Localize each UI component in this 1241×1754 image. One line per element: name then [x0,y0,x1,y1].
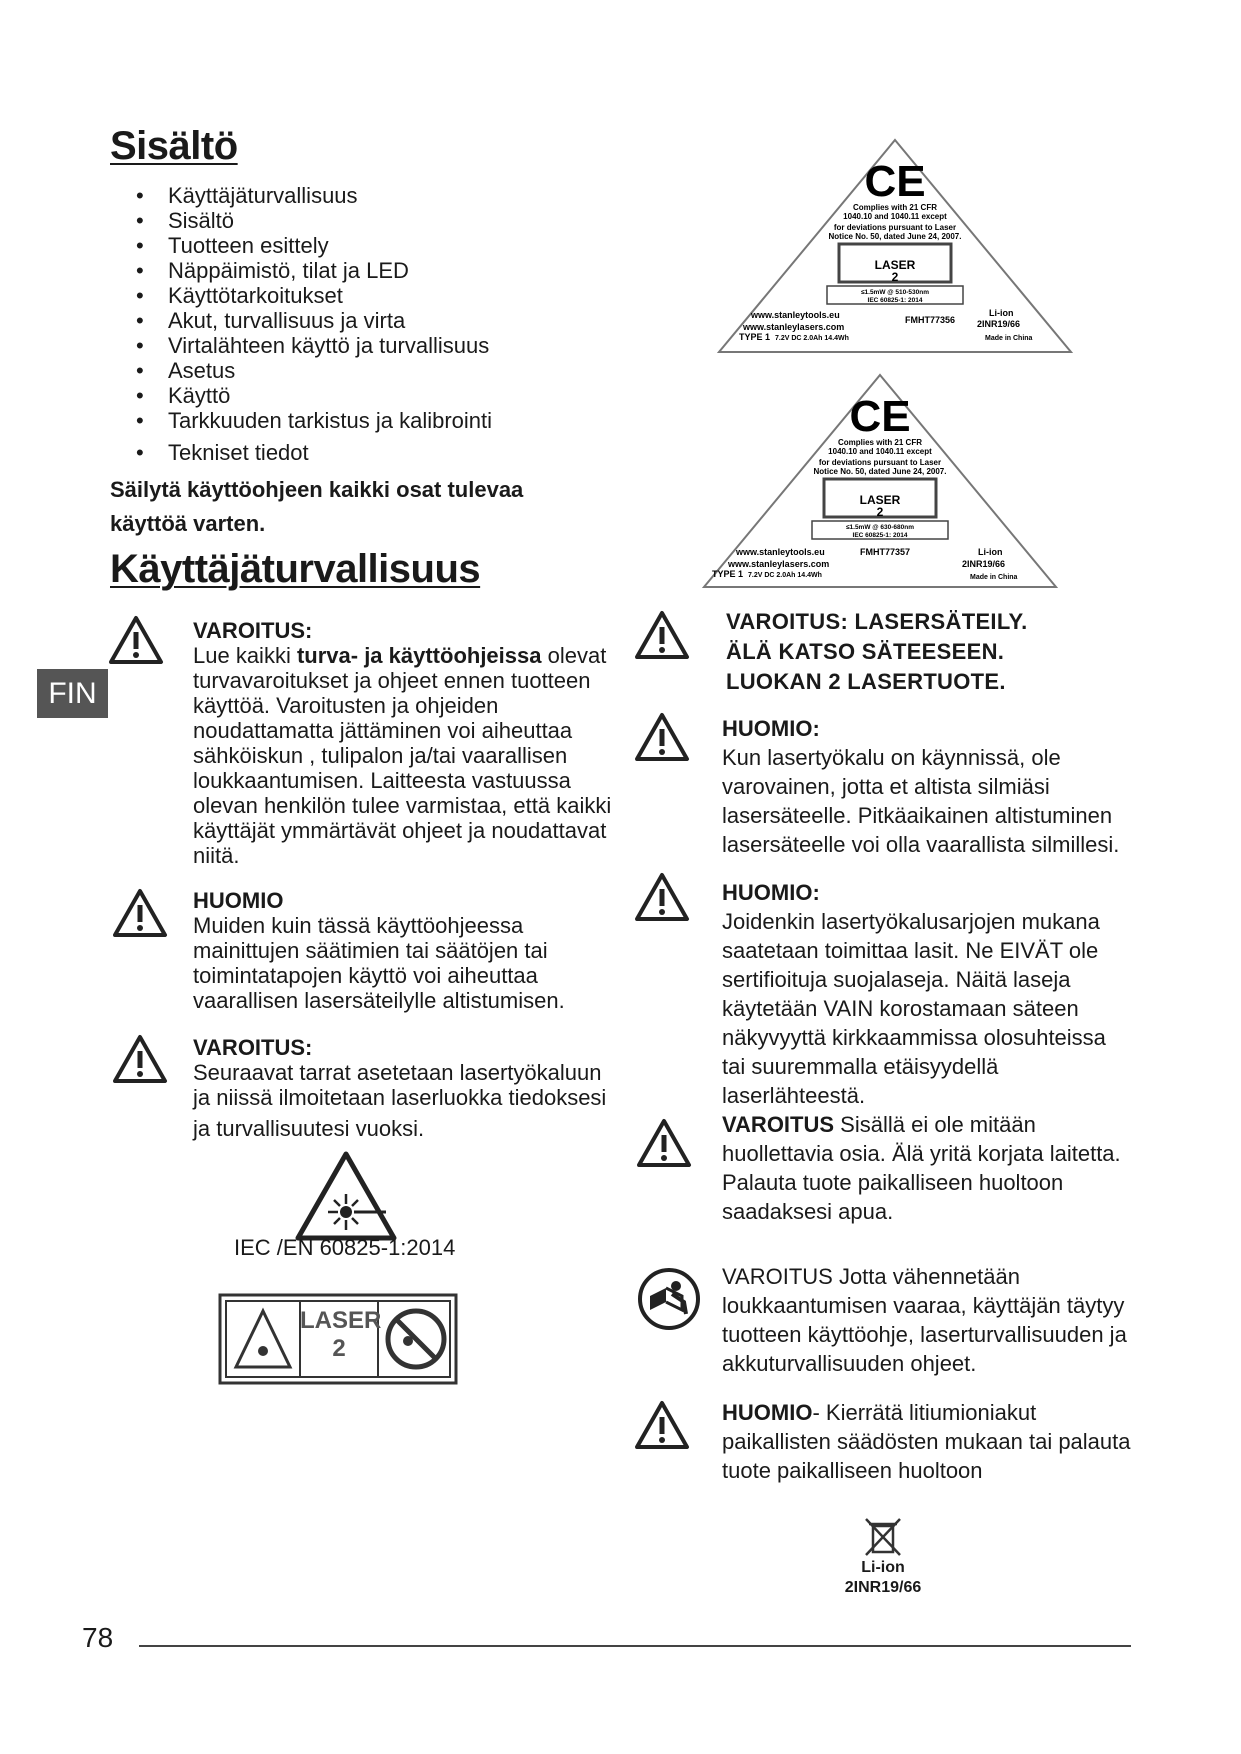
page-number: 78 [82,1622,114,1653]
contents-item: • Käyttötarkoitukset [110,283,492,308]
keep-instructions-note: Säilytä käyttöohjeen kaikki osat tulevaa käyttöä varten. [110,477,524,536]
safety-title: Käyttäjäturvallisuus [110,547,481,591]
caution-heading: HUOMIO [722,1400,813,1425]
label-text: www.stanleylasers.com [728,559,830,569]
warning-heading: VAROITUS [722,1112,835,1137]
label-text: Notice No. 50, dated June 24, 2007. [813,467,947,476]
contents-item: • Virtalähteen käyttö ja turvallisuus [110,333,492,358]
laser-class-text [300,1307,382,1363]
label-text: ≤1.5mW @ 630-680nm [845,524,915,531]
laser-radiation-warning: VAROITUS: LASERSÄTEILY. ÄLÄ KATSO SÄTEESEEN. LUOKAN 2 LASERTUOTE. [726,609,1028,694]
caution-glasses [722,878,1132,1110]
contents-item: • Näppäimistö, tilat ja LED [110,258,492,283]
label-text: www.stanleytools.eu [736,547,825,557]
footer-rule [139,1645,1131,1647]
contents-item: • Sisältö [110,208,492,233]
caution-text: Joidenkin lasertyökalusarjojen mukana saatetaan toimittaa lasit. Ne EIVÄT ole sertifioituja suojalaseja. Näitä laseja käytetään VAIN korostamaan säteen näkyvyyttä kirkkaammissa olosuhteissa tai suuremmalla etäisyydellä laserlähteestä. [722,909,1106,1108]
ce-mark: CE [849,392,911,441]
warning-text: Seuraavat tarrat asetetaan lasertyökaluun ja niissä ilmoitetaan laserluokka tiedoksesi [193,1060,607,1110]
label-text: Made in China [985,335,1033,342]
caution-eye-exposure [722,714,1132,859]
battery-code: 2INR19/66 [844,1579,922,1596]
label-text: 7.2V DC 2.0Ah 14.4Wh [775,335,849,342]
label-text: 1040.10 and 1040.11 except [843,212,947,221]
contents-item: • Asetus [110,358,492,383]
caution-text: - Kierrätä litiumioniakut paikallisten säädösten mukaan tai palauta tuote paikalliseen huoltoon [722,1400,1131,1483]
label-text: 2 [876,505,884,519]
warning-read-instructions [193,618,613,868]
ce-mark: CE [864,157,926,206]
laser-radiation-symbol-icon [294,1150,398,1242]
warning-triangle-icon [634,872,690,922]
label-text: ≤1.5mW @ 510-530nm [860,289,930,296]
contents-item: • Käyttö [110,383,492,408]
contents-item: • Akut, turvallisuus ja virta [110,308,492,333]
crossed-bin-icon [863,1516,903,1558]
label-text: LASER [859,493,901,507]
warning-triangle-icon [634,610,690,660]
laser-word: LASER [300,1307,382,1334]
label-text: Li-ion [978,547,1003,557]
caution-heading: HUOMIO [193,888,284,913]
product-label-green [715,136,1075,356]
warning-triangle-icon [112,888,168,938]
warning-triangle-icon [634,1400,690,1450]
warning-heading: VAROITUS: [193,618,313,643]
label-text: IEC 60825-1: 2014 [852,532,908,539]
label-text: for deviations pursuant to Laser [818,458,942,467]
warning-read-manual: VAROITUS Jotta vähennetään loukkaantumisen vaaraa, käyttäjän täytyy tuotteen käyttöohje, laserturvallisuuden ja akkuturvallisuuden ohjeet. [722,1264,1127,1376]
contents-item: • Käyttäjäturvallisuus [110,183,492,208]
contents-item: • Tuotteen esittely [110,233,492,258]
contents-title: Sisältö [110,124,238,168]
label-text: 2INR19/66 [962,559,1006,569]
label-text: 7.2V DC 2.0Ah 14.4Wh [748,572,822,579]
warning-text: Lue kaikki [193,643,297,668]
warning-text: ja turvallisuutesi vuoksi. [193,1116,425,1141]
read-manual-icon [636,1266,702,1332]
warning-triangle-icon [112,1034,168,1084]
warning-no-serviceable-parts [722,1110,1132,1226]
laser-class-number: 2 [332,1335,346,1362]
label-text: 1040.10 and 1040.11 except [828,447,932,456]
warning-labels [193,1035,613,1141]
label-text: Notice No. 50, dated June 24, 2007. [828,232,962,241]
warning-emphasis: turva- ja käyttöohjeissa [296,643,542,668]
caution-battery-recycling [722,1398,1132,1485]
contents-list [110,183,492,465]
label-text: 2 [891,270,899,284]
contents-item: • Tekniset tiedot [110,440,492,465]
caution-heading: HUOMIO: [722,880,820,905]
battery-type: Li-ion [861,1559,905,1576]
label-text: for deviations pursuant to Laser [833,223,957,232]
label-text: LASER [874,258,916,272]
caution-text: Muiden kuin tässä käyttöohjeessa mainittujen säätimien tai säätöjen tai toimintatapojen käyttö voi aiheuttaa vaarallisen lasersäteilylle altistumisen. [193,913,565,1013]
label-text: www.stanleytools.eu [751,310,840,320]
caution-text: Kun lasertyökalu on käynnissä, ole varovainen, jotta et altista silmiäsi lasersäteelle. Pitkäaikainen altistuminen lasersäteelle voi olla vaarallista silmillesi. [722,745,1120,857]
label-text: www.stanleylasers.com [743,322,845,332]
warning-triangle-icon [634,712,690,762]
label-text: TYPE 1 [739,332,771,342]
language-tab: FIN [37,669,108,718]
label-text: Li-ion [989,308,1014,318]
label-text: IEC 60825-1: 2014 [867,297,923,304]
product-label-red [700,371,1060,591]
warning-heading: VAROITUS: [193,1035,313,1060]
label-text: FMHT77356 [905,315,956,325]
iec-caption: IEC /EN 60825-1:2014 [234,1235,456,1260]
warning-text: olevat turvavaroitukset ja ohjeet ennen tuotteen käyttöä. Varoitusten ja ohjeiden noudattamatta jättäminen voi aiheuttaa sähköiskun , tulipalon ja/tai vaarallisen loukkaantumisen. Laitteesta vastuussa olevan henkilön tulee varmistaa, että kaikki käyttäjät ymmärtävät ohjeet ja noudattavat niitä. [193,643,612,868]
warning-triangle-icon [636,1118,692,1168]
label-text: Complies with 21 CFR [837,438,923,447]
label-text: Made in China [970,574,1018,581]
warning-text: Sisällä ei ole mitään huollettavia osia. Älä yritä korjata laitetta. Palauta tuote paikalliseen huoltoon saadaksesi apua. [722,1112,1121,1224]
label-text: 2INR19/66 [977,319,1021,329]
warning-triangle-icon [108,615,164,665]
label-text: FMHT77357 [860,547,911,557]
battery-info [823,1558,943,1598]
label-text: Complies with 21 CFR [852,203,938,212]
caution-heading: HUOMIO: [722,716,820,741]
label-text: TYPE 1 [712,569,744,579]
contents-item: • Tarkkuuden tarkistus ja kalibrointi [110,408,492,433]
caution-controls [193,888,593,1013]
